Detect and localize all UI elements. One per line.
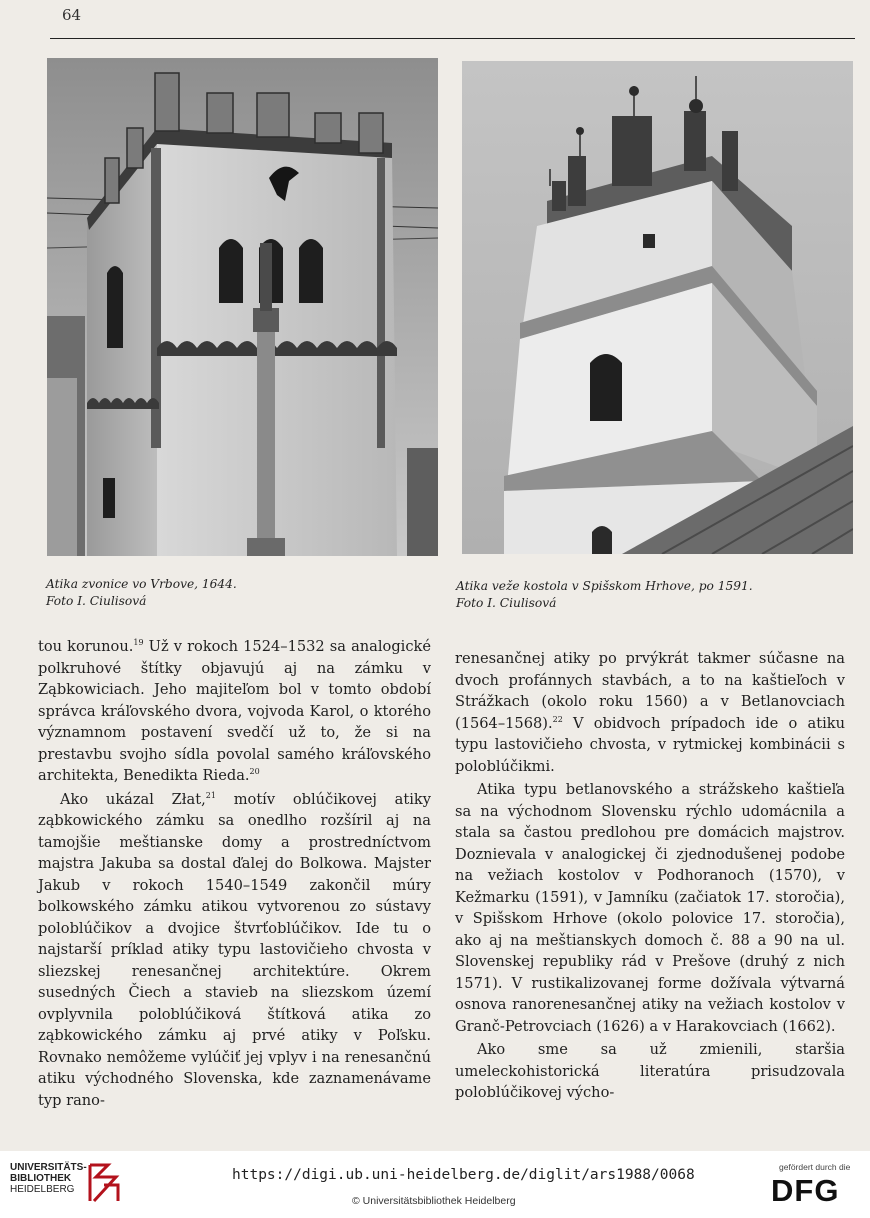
photo-vrbove-illustration <box>47 58 438 556</box>
footnote-ref-19[interactable]: 19 <box>133 638 144 648</box>
paragraph-right-3: Ako sme sa už zmienili, staršia umeleckohistorická literatúra prisudzovala poloblúčikovej výcho- <box>455 1041 845 1101</box>
footnote-ref-22[interactable]: 22 <box>552 714 563 724</box>
caption-right-credit: Foto I. Ciulisová <box>456 596 557 610</box>
caption-right-title: Atika veže kostola v Spišskom Hrhove, po 1591. <box>456 579 753 593</box>
library-name-line2: BIBLIOTHEK <box>10 1173 72 1184</box>
library-name-line1: UNIVERSITÄTS- <box>10 1162 87 1173</box>
funding-note: gefördert durch die <box>779 1162 851 1172</box>
permalink-url[interactable]: https://digi.ub.uni-heidelberg.de/diglit/ars1988/0068 <box>232 1167 695 1183</box>
library-name-line3: HEIDELBERG <box>10 1184 75 1195</box>
text-run: Už v rokoch 1524–1532 sa analogické polkruhové štítky objavujú aj na zámku v Ząbkowiciach. Jeho majiteľom bol v tomto období správca kráľovského dvora, vojvoda Karol, o ktorého významnom postavení svedčí už to, že si na prestavbu svojho sídla povolal samého kráľovského architekta, Benedikta Rieda. <box>38 638 431 784</box>
caption-right <box>456 578 753 612</box>
body-column-left <box>38 636 431 1111</box>
page-number: 64 <box>62 6 82 24</box>
text-run: motív oblúčikovej atiky ząbkowického zámku sa onedlho rozšíril aj na tamojšie meštianske domy a prostredníctvom majstra Jakuba sa dostal ďalej do Bolkowa. Majster Jakub v rokoch 1540–1549 zakončil múry bolkowského zámku atikou vytvorenou zo sústavy poloblúčikov a dvojice štvrťoblúčikov. Ide tu o najstarší príklad atiky typu lastovičieho chvosta v sliezskej renesančnej architektúre. Okrem susedných Čiech a stavieb na sliezskom území ovplyvnila poloblúčiková štítková atika zo ząbkowického zámku aj prvé atiky v Poľsku. Rovnako nemôžeme vylúčiť jej vplyv i na renesančnú atiku východného Slovenska, kde zaznamenávame typ rano- <box>38 790 431 1109</box>
paragraph-left-1 <box>38 636 431 787</box>
footer-bar <box>0 1151 870 1218</box>
footnote-ref-20[interactable]: 20 <box>249 767 260 777</box>
photo-spissky-hrhov-tower <box>462 61 853 554</box>
paragraph-right-2: Atika typu betlanovského a strážskeho kaštieľa sa na východnom Slovensku rýchlo udomácnila a stala sa častou predlohou pre domácich majstrov. Doznievala v analogickej či zjednodušenej podobe na vežiach kostolov v Podhoranoch (1570), v Kežmarku (1591), v Jamníku (začiatok 17. storočia), v Spišskom Hrhove (okolo polovice 17. storočia), ako aj na meštianskych domoch č. 88 a 90 na ul. Slovenskej republiky rád v Prešove (druhý z nich 1571). V rustikalizovanej forme dožívala výtvarná osnova ranorenesančnej atiky na vežiach kostolov v Granč-Petrovciach (1626) a v Harakovciach (1662). <box>455 781 845 1035</box>
text-run: tou korunou. <box>38 638 134 655</box>
text-run: V obidvoch prípadoch ide o atiku typu lastovičieho chvosta, v rytmickej kombinácii s poloblúčikmi. <box>455 714 845 775</box>
header-rule <box>50 38 855 39</box>
caption-left-credit: Foto I. Ciulisová <box>46 594 147 608</box>
copyright-notice: © Universitätsbibliothek Heidelberg <box>352 1195 516 1207</box>
footnote-ref-21[interactable]: 21 <box>205 790 216 800</box>
library-logo-text[interactable] <box>10 1162 87 1195</box>
body-column-right <box>455 648 845 1104</box>
dfg-logo[interactable]: DFG <box>771 1173 840 1208</box>
library-logo-icon <box>86 1161 122 1205</box>
caption-left <box>46 576 237 610</box>
photo-vrbove-tower <box>47 58 438 556</box>
paragraph-left-2 <box>38 789 431 1112</box>
photo-hrhov-illustration <box>462 61 853 554</box>
text-run: renesančnej atiky po prvýkrát takmer súčasne na dvoch profánnych stavbách, a to na kaštieľoch v Strážkach (okolo roku 1560) a v Betlanovciach (1564–1568). <box>455 650 845 732</box>
text-run: Ako ukázal Złat, <box>60 790 206 808</box>
caption-left-title: Atika zvonice vo Vrbove, 1644. <box>46 577 237 591</box>
paragraph-right-1 <box>455 648 845 777</box>
